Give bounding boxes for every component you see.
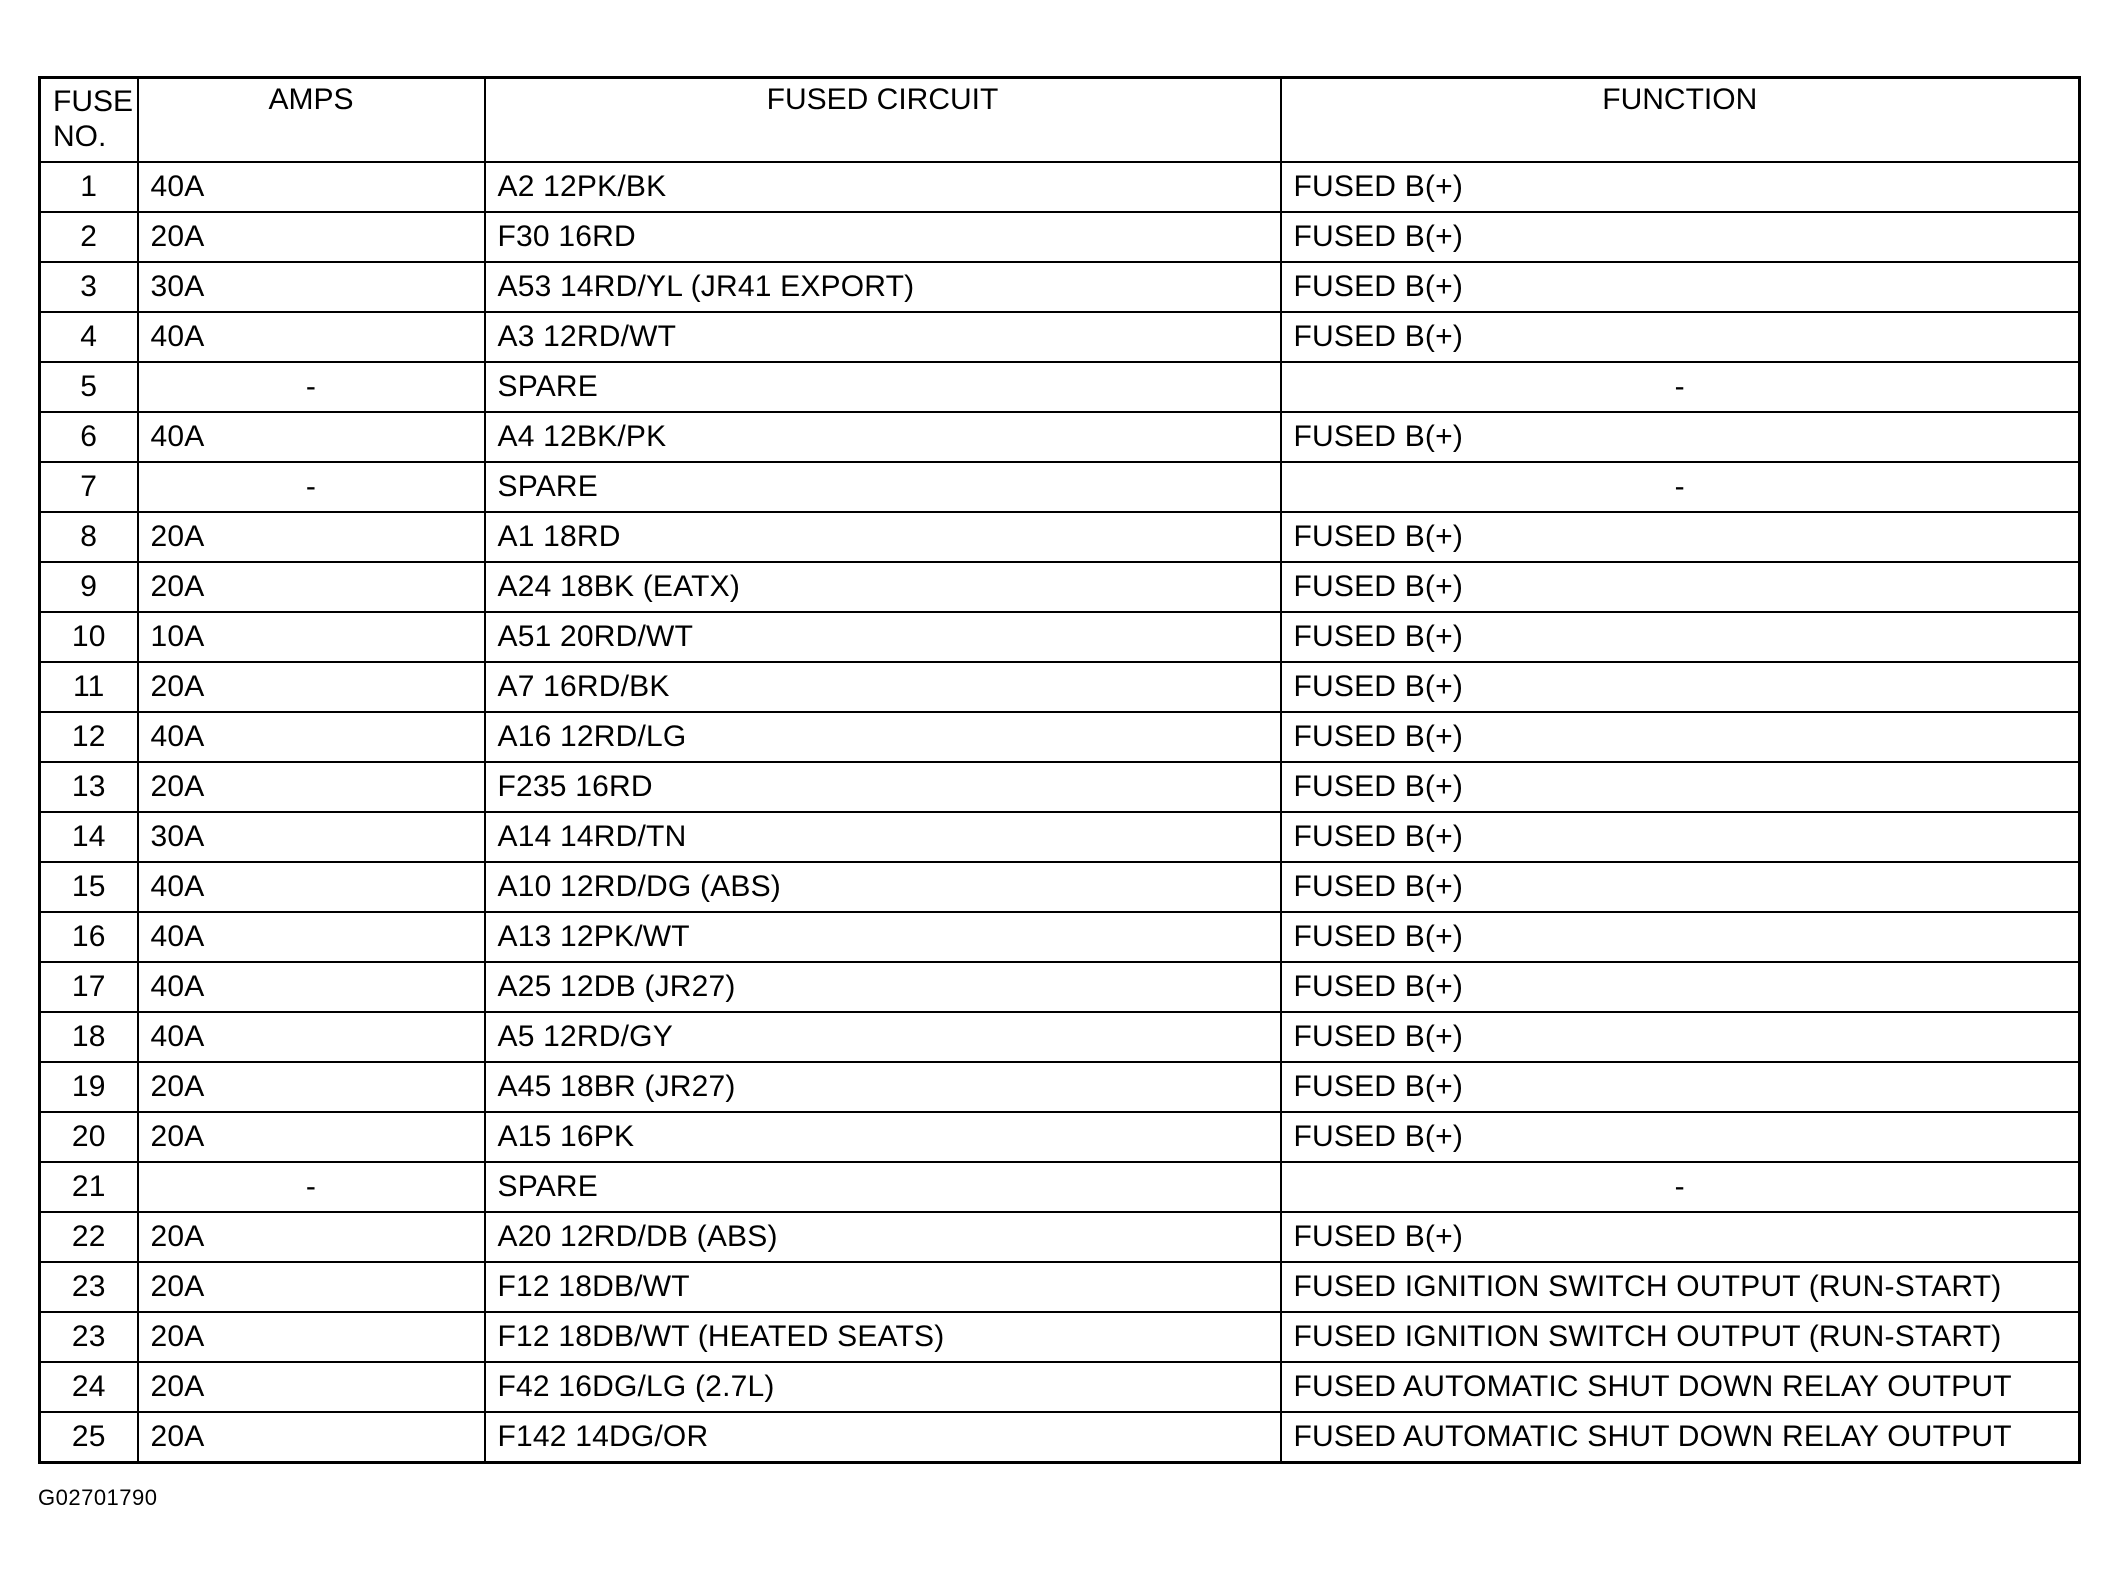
function-cell-text: FUSED B(+) [1293, 220, 1464, 253]
header-fuse-no [40, 78, 138, 163]
amps-cell-text: 20A [150, 220, 205, 253]
fuse-number-cell-text: 22 [71, 1220, 106, 1253]
function-cell-text: FUSED IGNITION SWITCH OUTPUT (RUN-START) [1293, 1320, 2002, 1353]
header-fuse-no-line1: FUSE [53, 85, 134, 118]
amps-cell [138, 462, 485, 512]
table-row [40, 1012, 2080, 1062]
amps-cell [138, 512, 485, 562]
table-row [40, 762, 2080, 812]
fuse-number-cell [40, 1062, 138, 1112]
fuse-number-cell [40, 1262, 138, 1312]
function-cell [1281, 512, 2080, 562]
fused-circuit-cell-text: F42 16DG/LG (2.7L) [497, 1370, 775, 1403]
fuse-number-cell [40, 1112, 138, 1162]
function-cell [1281, 1412, 2080, 1463]
amps-cell [138, 762, 485, 812]
fused-circuit-cell [485, 512, 1281, 562]
fuse-number-cell [40, 1162, 138, 1212]
fused-circuit-cell [485, 712, 1281, 762]
fused-circuit-cell-text: A20 12RD/DB (ABS) [497, 1220, 778, 1253]
table-row [40, 212, 2080, 262]
amps-cell-text: 20A [150, 1420, 205, 1453]
fuse-number-cell-text: 15 [71, 870, 106, 903]
function-cell-text: FUSED B(+) [1293, 720, 1464, 753]
fused-circuit-cell-text: F12 18DB/WT (HEATED SEATS) [497, 1320, 945, 1353]
fuse-number-cell [40, 562, 138, 612]
function-cell-text: FUSED B(+) [1293, 320, 1464, 353]
fuse-number-cell-text: 11 [72, 670, 105, 703]
amps-cell-text: 40A [150, 870, 205, 903]
fuse-number-cell [40, 1212, 138, 1262]
fuse-number-cell-text: 24 [71, 1370, 106, 1403]
fused-circuit-cell-text: F30 16RD [497, 220, 636, 253]
amps-cell [138, 162, 485, 212]
function-cell [1281, 1262, 2080, 1312]
fused-circuit-cell [485, 762, 1281, 812]
function-cell [1281, 462, 2080, 512]
amps-cell [138, 862, 485, 912]
table-row [40, 662, 2080, 712]
table-row [40, 1262, 2080, 1312]
fuse-number-cell-text: 17 [71, 970, 106, 1003]
fused-circuit-cell-text: F142 14DG/OR [497, 1420, 709, 1453]
table-row [40, 1112, 2080, 1162]
fused-circuit-cell-text: A3 12RD/WT [497, 320, 677, 353]
function-cell-text: FUSED B(+) [1293, 520, 1464, 553]
table-row [40, 162, 2080, 212]
function-cell [1281, 1162, 2080, 1212]
fused-circuit-cell [485, 962, 1281, 1012]
table-row [40, 262, 2080, 312]
fuse-number-cell [40, 1362, 138, 1412]
function-cell-text: FUSED B(+) [1293, 420, 1464, 453]
fused-circuit-cell [485, 212, 1281, 262]
amps-cell [138, 412, 485, 462]
function-cell [1281, 962, 2080, 1012]
function-cell [1281, 212, 2080, 262]
header-fuse-no-line2: NO. [53, 119, 107, 153]
fuse-number-cell-text: 6 [80, 420, 98, 453]
function-cell-text: FUSED IGNITION SWITCH OUTPUT (RUN-START) [1293, 1270, 2002, 1303]
amps-cell [138, 1062, 485, 1112]
amps-cell-text: 40A [150, 920, 205, 953]
function-cell-text: FUSED B(+) [1293, 170, 1464, 203]
fused-circuit-cell [485, 1412, 1281, 1463]
function-cell [1281, 612, 2080, 662]
amps-cell [138, 712, 485, 762]
function-cell [1281, 162, 2080, 212]
fused-circuit-cell-text: SPARE [497, 470, 598, 503]
fused-circuit-cell [485, 1312, 1281, 1362]
figure-id: G02701790 [38, 1485, 158, 1510]
fused-circuit-cell-text: SPARE [497, 370, 598, 403]
amps-cell-text: 20A [150, 1120, 205, 1153]
fuse-number-cell-text: 12 [71, 720, 106, 753]
fuse-number-cell-text: 18 [71, 1020, 106, 1053]
fuse-number-cell-text: 20 [71, 1120, 106, 1153]
fused-circuit-cell [485, 1162, 1281, 1212]
fused-circuit-cell-text: A15 16PK [497, 1120, 635, 1153]
amps-cell-text: 20A [150, 1270, 205, 1303]
amps-cell [138, 1162, 485, 1212]
function-cell [1281, 1062, 2080, 1112]
function-cell-text: FUSED B(+) [1293, 820, 1464, 853]
fuse-number-cell [40, 312, 138, 362]
function-cell [1281, 812, 2080, 862]
fuse-table-body [40, 162, 2080, 1463]
fused-circuit-cell-text: A2 12PK/BK [497, 170, 667, 203]
header-amps: AMPS [138, 78, 485, 163]
fuse-number-cell-text: 10 [71, 620, 106, 653]
amps-cell-text: 20A [150, 1370, 205, 1403]
fused-circuit-cell [485, 662, 1281, 712]
function-cell [1281, 762, 2080, 812]
fused-circuit-cell [485, 1012, 1281, 1062]
amps-cell-text: 10A [150, 620, 205, 653]
amps-cell [138, 912, 485, 962]
fused-circuit-cell-text: A45 18BR (JR27) [497, 1070, 736, 1103]
fuse-number-cell [40, 712, 138, 762]
fused-circuit-cell-text: A51 20RD/WT [497, 620, 694, 653]
fuse-number-cell [40, 612, 138, 662]
function-cell [1281, 1012, 2080, 1062]
amps-cell-text: 20A [150, 770, 205, 803]
amps-cell [138, 962, 485, 1012]
fuse-number-cell-text: 23 [71, 1270, 106, 1303]
fuse-number-cell-text: 23 [71, 1320, 106, 1353]
amps-cell [138, 1262, 485, 1312]
fused-circuit-cell-text: A25 12DB (JR27) [497, 970, 736, 1003]
table-row [40, 1212, 2080, 1262]
fused-circuit-cell [485, 862, 1281, 912]
table-row [40, 362, 2080, 412]
fuse-table-header [40, 78, 2080, 163]
fused-circuit-cell [485, 812, 1281, 862]
amps-cell-text: 20A [150, 1320, 205, 1353]
fuse-number-cell [40, 262, 138, 312]
fuse-number-cell-text: 9 [80, 570, 98, 603]
fused-circuit-cell-text: A4 12BK/PK [497, 420, 667, 453]
table-row [40, 1062, 2080, 1112]
fused-circuit-cell-text: A1 18RD [497, 520, 621, 553]
fuse-number-cell-text: 25 [71, 1420, 106, 1453]
amps-cell [138, 1212, 485, 1262]
amps-cell [138, 212, 485, 262]
amps-cell [138, 662, 485, 712]
function-cell-text: - [1674, 1170, 1685, 1203]
function-cell-text: FUSED B(+) [1293, 1070, 1464, 1103]
fused-circuit-cell [485, 312, 1281, 362]
function-cell [1281, 712, 2080, 762]
function-cell-text: - [1674, 470, 1685, 503]
function-cell-text: FUSED B(+) [1293, 1120, 1464, 1153]
amps-cell-text: 30A [150, 820, 205, 853]
fuse-table [38, 76, 2081, 1464]
fused-circuit-cell [485, 1362, 1281, 1412]
amps-cell [138, 362, 485, 412]
table-row [40, 1312, 2080, 1362]
fused-circuit-cell-text: A13 12PK/WT [497, 920, 690, 953]
fuse-number-cell [40, 912, 138, 962]
amps-cell-text: 40A [150, 320, 205, 353]
fused-circuit-cell-text: A7 16RD/BK [497, 670, 670, 703]
fuse-number-cell [40, 1012, 138, 1062]
fuse-number-cell [40, 462, 138, 512]
fuse-number-cell [40, 212, 138, 262]
function-cell-text: FUSED B(+) [1293, 1020, 1464, 1053]
fuse-number-cell-text: 7 [80, 470, 98, 503]
fused-circuit-cell [485, 162, 1281, 212]
amps-cell-text: 40A [150, 420, 205, 453]
table-row [40, 1412, 2080, 1463]
function-cell [1281, 862, 2080, 912]
amps-cell-text: 40A [150, 170, 205, 203]
amps-cell-text: 20A [150, 1070, 205, 1103]
fused-circuit-cell-text: A53 14RD/YL (JR41 EXPORT) [497, 270, 915, 303]
fuse-number-cell-text: 4 [80, 320, 98, 353]
amps-cell [138, 1362, 485, 1412]
fuse-number-cell [40, 162, 138, 212]
fused-circuit-cell-text: A14 14RD/TN [497, 820, 687, 853]
fuse-number-cell-text: 2 [80, 220, 98, 253]
fuse-number-cell-text: 14 [71, 820, 106, 853]
fused-circuit-cell-text: A5 12RD/GY [497, 1020, 673, 1053]
fuse-number-cell [40, 512, 138, 562]
amps-cell-text: 30A [150, 270, 205, 303]
function-cell-text: FUSED B(+) [1293, 670, 1464, 703]
amps-cell-text: - [305, 470, 317, 503]
table-row [40, 312, 2080, 362]
fused-circuit-cell-text: A24 18BK (EATX) [497, 570, 741, 603]
function-cell-text: FUSED AUTOMATIC SHUT DOWN RELAY OUTPUT [1293, 1370, 2012, 1403]
function-cell-text: FUSED B(+) [1293, 770, 1464, 803]
fused-circuit-cell [485, 262, 1281, 312]
table-row [40, 812, 2080, 862]
table-row [40, 1362, 2080, 1412]
amps-cell-text: 40A [150, 970, 205, 1003]
table-row [40, 1162, 2080, 1212]
amps-cell-text: 20A [150, 1220, 205, 1253]
function-cell-text: FUSED B(+) [1293, 570, 1464, 603]
fused-circuit-cell-text: F235 16RD [497, 770, 653, 803]
fuse-number-cell-text: 8 [80, 520, 98, 553]
amps-cell-text: 20A [150, 570, 205, 603]
amps-cell [138, 562, 485, 612]
amps-cell-text: - [305, 1170, 317, 1203]
amps-cell [138, 1412, 485, 1463]
fuse-number-cell [40, 412, 138, 462]
table-row [40, 562, 2080, 612]
function-cell [1281, 412, 2080, 462]
function-cell [1281, 262, 2080, 312]
amps-cell-text: 40A [150, 1020, 205, 1053]
fuse-number-cell [40, 762, 138, 812]
fused-circuit-cell [485, 362, 1281, 412]
fuse-number-cell-text: 19 [71, 1070, 106, 1103]
header-fused-circuit: FUSED CIRCUIT [485, 78, 1281, 163]
fused-circuit-cell-text: F12 18DB/WT [497, 1270, 690, 1303]
amps-cell [138, 262, 485, 312]
function-cell [1281, 662, 2080, 712]
header-row [40, 78, 2080, 163]
fused-circuit-cell-text: A16 12RD/LG [497, 720, 687, 753]
fuse-number-cell-text: 5 [80, 370, 98, 403]
fuse-number-cell-text: 21 [71, 1170, 106, 1203]
amps-cell-text: - [305, 370, 317, 403]
table-row [40, 412, 2080, 462]
amps-cell-text: 20A [150, 520, 205, 553]
amps-cell-text: 20A [150, 670, 205, 703]
amps-cell-text: 40A [150, 720, 205, 753]
fuse-number-cell [40, 1312, 138, 1362]
function-cell-text: FUSED B(+) [1293, 870, 1464, 903]
fuse-number-cell [40, 862, 138, 912]
header-function: FUNCTION [1281, 78, 2080, 163]
function-cell [1281, 912, 2080, 962]
fused-circuit-cell [485, 1212, 1281, 1262]
fused-circuit-cell-text: A10 12RD/DG (ABS) [497, 870, 781, 903]
fused-circuit-cell [485, 1112, 1281, 1162]
function-cell [1281, 1312, 2080, 1362]
fused-circuit-cell [485, 1062, 1281, 1112]
fuse-number-cell-text: 13 [71, 770, 106, 803]
fuse-number-cell [40, 1412, 138, 1463]
fused-circuit-cell [485, 1262, 1281, 1312]
table-row [40, 862, 2080, 912]
fused-circuit-cell [485, 562, 1281, 612]
table-row [40, 962, 2080, 1012]
table-row [40, 712, 2080, 762]
function-cell [1281, 1212, 2080, 1262]
amps-cell [138, 312, 485, 362]
function-cell-text: - [1674, 370, 1685, 403]
table-row [40, 912, 2080, 962]
function-cell [1281, 562, 2080, 612]
table-row [40, 462, 2080, 512]
function-cell-text: FUSED AUTOMATIC SHUT DOWN RELAY OUTPUT [1293, 1420, 2012, 1453]
fuse-number-cell [40, 662, 138, 712]
fuse-number-cell [40, 812, 138, 862]
amps-cell [138, 1112, 485, 1162]
table-row [40, 512, 2080, 562]
amps-cell [138, 812, 485, 862]
fused-circuit-cell [485, 912, 1281, 962]
fuse-number-cell-text: 1 [80, 170, 98, 203]
function-cell [1281, 1112, 2080, 1162]
function-cell [1281, 362, 2080, 412]
fuse-number-cell [40, 962, 138, 1012]
fuse-number-cell [40, 362, 138, 412]
amps-cell [138, 1012, 485, 1062]
function-cell [1281, 1362, 2080, 1412]
function-cell [1281, 312, 2080, 362]
function-cell-text: FUSED B(+) [1293, 620, 1464, 653]
fused-circuit-cell [485, 412, 1281, 462]
fused-circuit-cell [485, 462, 1281, 512]
function-cell-text: FUSED B(+) [1293, 970, 1464, 1003]
amps-cell [138, 1312, 485, 1362]
fused-circuit-cell [485, 612, 1281, 662]
fuse-number-cell-text: 3 [80, 270, 98, 303]
function-cell-text: FUSED B(+) [1293, 1220, 1464, 1253]
fuse-number-cell-text: 16 [71, 920, 106, 953]
function-cell-text: FUSED B(+) [1293, 920, 1464, 953]
table-row [40, 612, 2080, 662]
amps-cell [138, 612, 485, 662]
fused-circuit-cell-text: SPARE [497, 1170, 598, 1203]
function-cell-text: FUSED B(+) [1293, 270, 1464, 303]
